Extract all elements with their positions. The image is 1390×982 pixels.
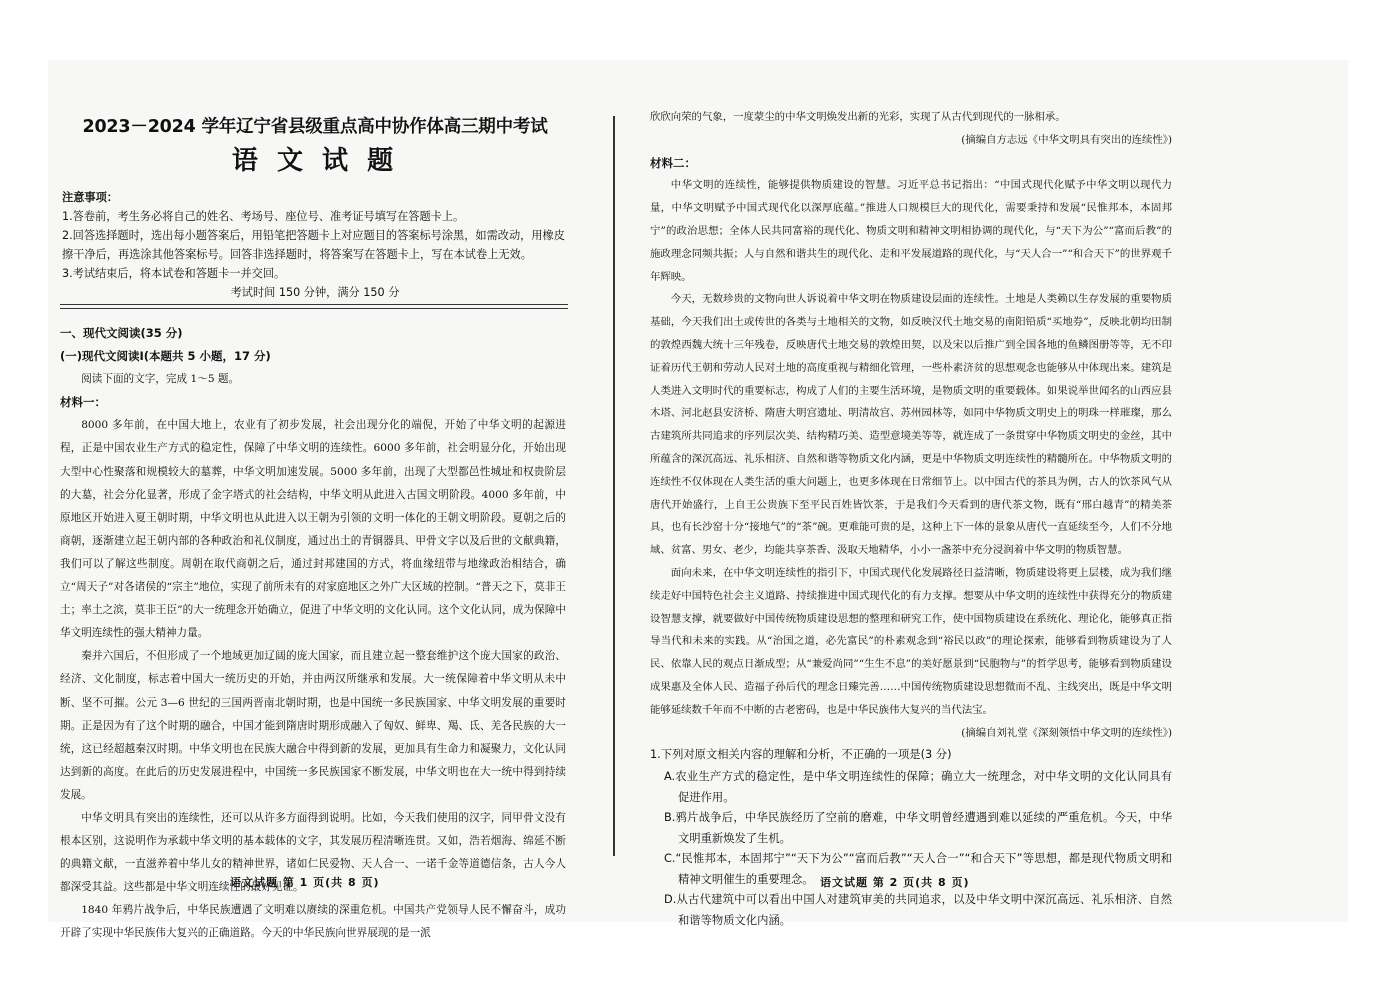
option-a: A.农业生产方式的稳定性，是中华文明连续性的保障；确立大一统理念，对中华文明的文化认同具有促进作用。 xyxy=(664,770,1172,804)
paragraph: 8000 多年前，在中国大地上，农业有了初步发展，社会出现分化的端倪，开始了中华文明的起源进程，正是中国农业生产方式的稳定性，保障了中华文明的连续性。6000 多年前，社会明显分化，开始出现大型中心性聚落和规模较大的墓葬，中华文明加速发展。5000 多年前，出现了大型都邑性城址和权贵阶层的大墓，社会分化显著，形成了金字塔式的社会结构，中华文明从此进入古国文明阶段。4000 多年前，中原地区开始进入夏王朝时期，中华文明也从此进入以王朝为引领的文明一体化的王朝文明阶段。夏朝之后的商朝，逐渐建立起王朝内部的各种政治和礼仪制度，通过出土的青铜器具、甲骨文字以及后世的文献典籍，我们可以了解这些制度。周朝在取代商朝之后，通过封邦建国的方式，将血缘纽带与地缘政治相结合，确立“周天子”对各诸侯的“宗主”地位，实现了前所未有的对家庭地区之外广大区域的控制。“普天之下，莫非王土；率土之滨，莫非王臣”的大一统理念开始确立，促进了中华文明的文化认同。这个文化认同，成为保障中华文明连续性的强大精神力量。 xyxy=(60,419,566,640)
paragraph: 面向未来，在中华文明连续性的指引下，中国式现代化发展路径日益清晰，物质建设将更上层楼，成为我们继续走好中国特色社会主义道路、持续推进中国式现代化的有力支撑。想要从中华文明的连续性中获得充分的物质建设智慧支撑，就要做好中国传统物质建设思想的整理和研究工作，使中国物质建设在系统化、理论化，能够真正指导当代和未来的实践。从“治国之道，必先富民”的朴素观念到“裕民以政”的理论探索，能够看到物质建设为了人民、依靠人民的观点日渐成型；从“兼爱尚同”“生生不息”的美好愿景到“民胞物与”的哲学思考，能够看到物质建设成果惠及全体人民、造福子孙后代的理念日臻完善……中国传统物质建设思想微而不乱、主线突出，既是中华文明能够延续数千年而不中断的古老密码，也是中华民族伟大复兴的当代法宝。 xyxy=(650,566,1172,716)
paragraph-continued: 欣欣向荣的气象，一度蒙尘的中华文明焕发出新的光彩，实现了从古代到现代的一脉相承。 xyxy=(650,111,1066,123)
notice-block xyxy=(62,188,568,302)
page-divider xyxy=(613,116,615,856)
page-footer-1: 语文试题 第 1 页(共 8 页) xyxy=(230,876,380,889)
question-stem: 1.下列对原文相关内容的理解和分析，不正确的一项是(3 分) xyxy=(650,748,952,762)
notice-item: 1.答卷前，考生务必将自己的姓名、考场号、座位号、准考证号填写在答题卡上。 xyxy=(62,210,465,223)
option-d: D.从古代建筑中可以看出中国人对建筑审美的共同追求，以及中华文明中深沉高远、礼乐相济、自然和谐等物质文化内涵。 xyxy=(664,893,1172,927)
section-title: 一、现代文阅读(35 分) xyxy=(60,326,183,340)
notice-item: 3.考试结束后，将本试卷和答题卡一并交回。 xyxy=(62,267,286,280)
paragraph: 今天，无数珍贵的文物向世人诉说着中华文明在物质建设层面的连续性。土地是人类赖以生存发展的重要物质基础，今天我们出土或传世的各类与土地相关的文物，如反映汉代土地交易的南阳铅质“买地券”，反映北朝均田制的敦煌西魏大统十三年残卷，反映唐代土地交易的敦煌田契，以及宋以后推广到全国各地的鱼鳞图册等等，无不印证着历代王朝和劳动人民对土地的高度重视与精细化管理，一些朴素济贫的思想观念也能够从中体现出来。建筑是人类进入文明时代的重要标志，构成了人们的主要生活环境，是物质文明的重要载体。如果说举世闻名的山西应县木塔、河北赵县安济桥、隋唐大明宫遗址、明清故宫、苏州园林等，如同中华物质文明史上的明珠一样璀璨，那么古建筑所共同追求的序列层次美、结构精巧美、造型意境美等等，就连成了一条贯穿中华物质文明史的金丝，其中所蕴含的深沉高远、礼乐相济、自然和谐等物质文化内涵，更是中华物质文明连续性的精髓所在。中华物质文明的连续性不仅体现在人类生活的重大问题上，也更多体现在日常细节上。以中国古代的茶具为例，古人的饮茶风气从唐代开始盛行，上自王公贵族下至平民百姓皆饮茶，于是我们今天看到的唐代茶文物，既有“邢白越青”的精美茶具，也有长沙窑十分“接地气”的“茶”碗。更难能可贵的是，这种上下一体的景象从唐代一直延续至今，人们不分地域、贫富、男女、老少，均能共享茶香、汲取天地精华，小小一盏茶中充分浸润着中华文明的物质智慧。 xyxy=(650,293,1172,557)
notice-heading: 注意事项： xyxy=(62,191,118,204)
right-column xyxy=(650,106,1172,931)
section-subtitle: (一)现代文阅读Ⅰ(本题共 5 小题，17 分) xyxy=(60,349,271,364)
paragraph: 1840 年鸦片战争后，中华民族遭遇了文明难以赓续的深重危机。中国共产党领导人民不懈奋斗，成功开辟了实现中华民族伟大复兴的正确道路。今天的中华民族向世界展现的是一派 xyxy=(60,904,566,940)
notice-item: 2.回答选择题时，选出每小题答案后，用铅笔把答题卡上对应题目的答案标号涂黑，如需改动，用橡皮擦干净后，再选涂其他答案标号。回答非选择题时，将答案写在答题卡上，写在本试卷上无效。 xyxy=(62,229,565,261)
source-citation: (摘编自方志远《中华文明具有突出的连续性》) xyxy=(961,133,1172,146)
separator-line xyxy=(60,308,568,309)
exam-title: 2023－2024 学年辽宁省县级重点高中协作体高三期中考试 xyxy=(82,117,548,137)
paragraph: 秦并六国后，不但形成了一个地域更加辽阔的庞大国家，而且建立起一整套维护这个庞大国家的政治、经济、文化制度，标志着中国大一统历史的开始，并由两汉所继承和发展。大一统保障着中华文明从未中断、坚不可摧。公元 3—6 世纪的三国两晋南北朝时期，也是中国统一多民族国家、中华文明发展的重要时期。正是因为有了这个时期的融合，中国才能到隋唐时期形成融入了匈奴、鲜卑、羯、氐、羌各民族的大一统，这已经超越秦汉时期。中华文明也在民族大融合中得到新的发展，更加具有生命力和凝聚力，文化认同达到新的高度。在此后的历史发展进程中，中国统一多民族国家不断发展，中华文明也在大一统中得到持续发展。 xyxy=(60,650,566,801)
material-label: 材料一： xyxy=(60,395,106,410)
page-footer-2: 语文试题 第 2 页(共 8 页) xyxy=(820,876,970,889)
source-citation: (摘编自刘礼堂《深刻领悟中华文明的连续性》) xyxy=(961,726,1172,739)
subject-title: 语 文 试 题 xyxy=(231,146,399,176)
material-label: 材料二： xyxy=(650,155,696,170)
option-b: B.鸦片战争后，中华民族经历了空前的磨难，中华文明曾经遭遇到难以延续的严重危机。今天，中华文明重新焕发了生机。 xyxy=(664,811,1172,845)
paragraph: 中华文明具有突出的连续性，还可以从许多方面得到说明。比如，今天我们使用的汉字，同甲骨文没有根本区别，这说明作为承载中华文明的基本载体的文字，其发展历程清晰连贯。又如，浩若烟海、绵延不断的典籍文献，一直滋养着中华儿女的精神世界，诸如仁民爱物、天人合一、一诺千金等道德信条，古人今人都深受其益。这些都是中华文明连续性的最好见证。 xyxy=(60,811,566,894)
left-column xyxy=(60,322,566,946)
paragraph: 中华文明的连续性，能够提供物质建设的智慧。习近平总书记指出：“中国式现代化赋予中华文明以现代力量，中华文明赋予中国式现代化以深厚底蕴。”推进人口规模巨大的现代化，需要秉持和发展“民惟邦本，本固邦宁”的政治思想；全体人民共同富裕的现代化、物质文明和精神文明相协调的现代化，与“天下为公”“富而后教”的施政理念同频共振；人与自然和谐共生的现代化、走和平发展道路的现代化，与“天人合一”“和合天下”的世界观千年辉映。 xyxy=(650,179,1172,283)
instruction: 阅读下面的文字，完成 1～5 题。 xyxy=(81,373,240,386)
separator-line xyxy=(60,304,568,305)
option-c: C.“民惟邦本，本固邦宁”“天下为公”“富而后教”“天人合一”“和合天下”等思想，都是现代物质文明和精神文明催生的重要理念。 xyxy=(664,852,1172,886)
exam-time: 考试时间 150 分钟，满分 150 分 xyxy=(230,286,400,299)
